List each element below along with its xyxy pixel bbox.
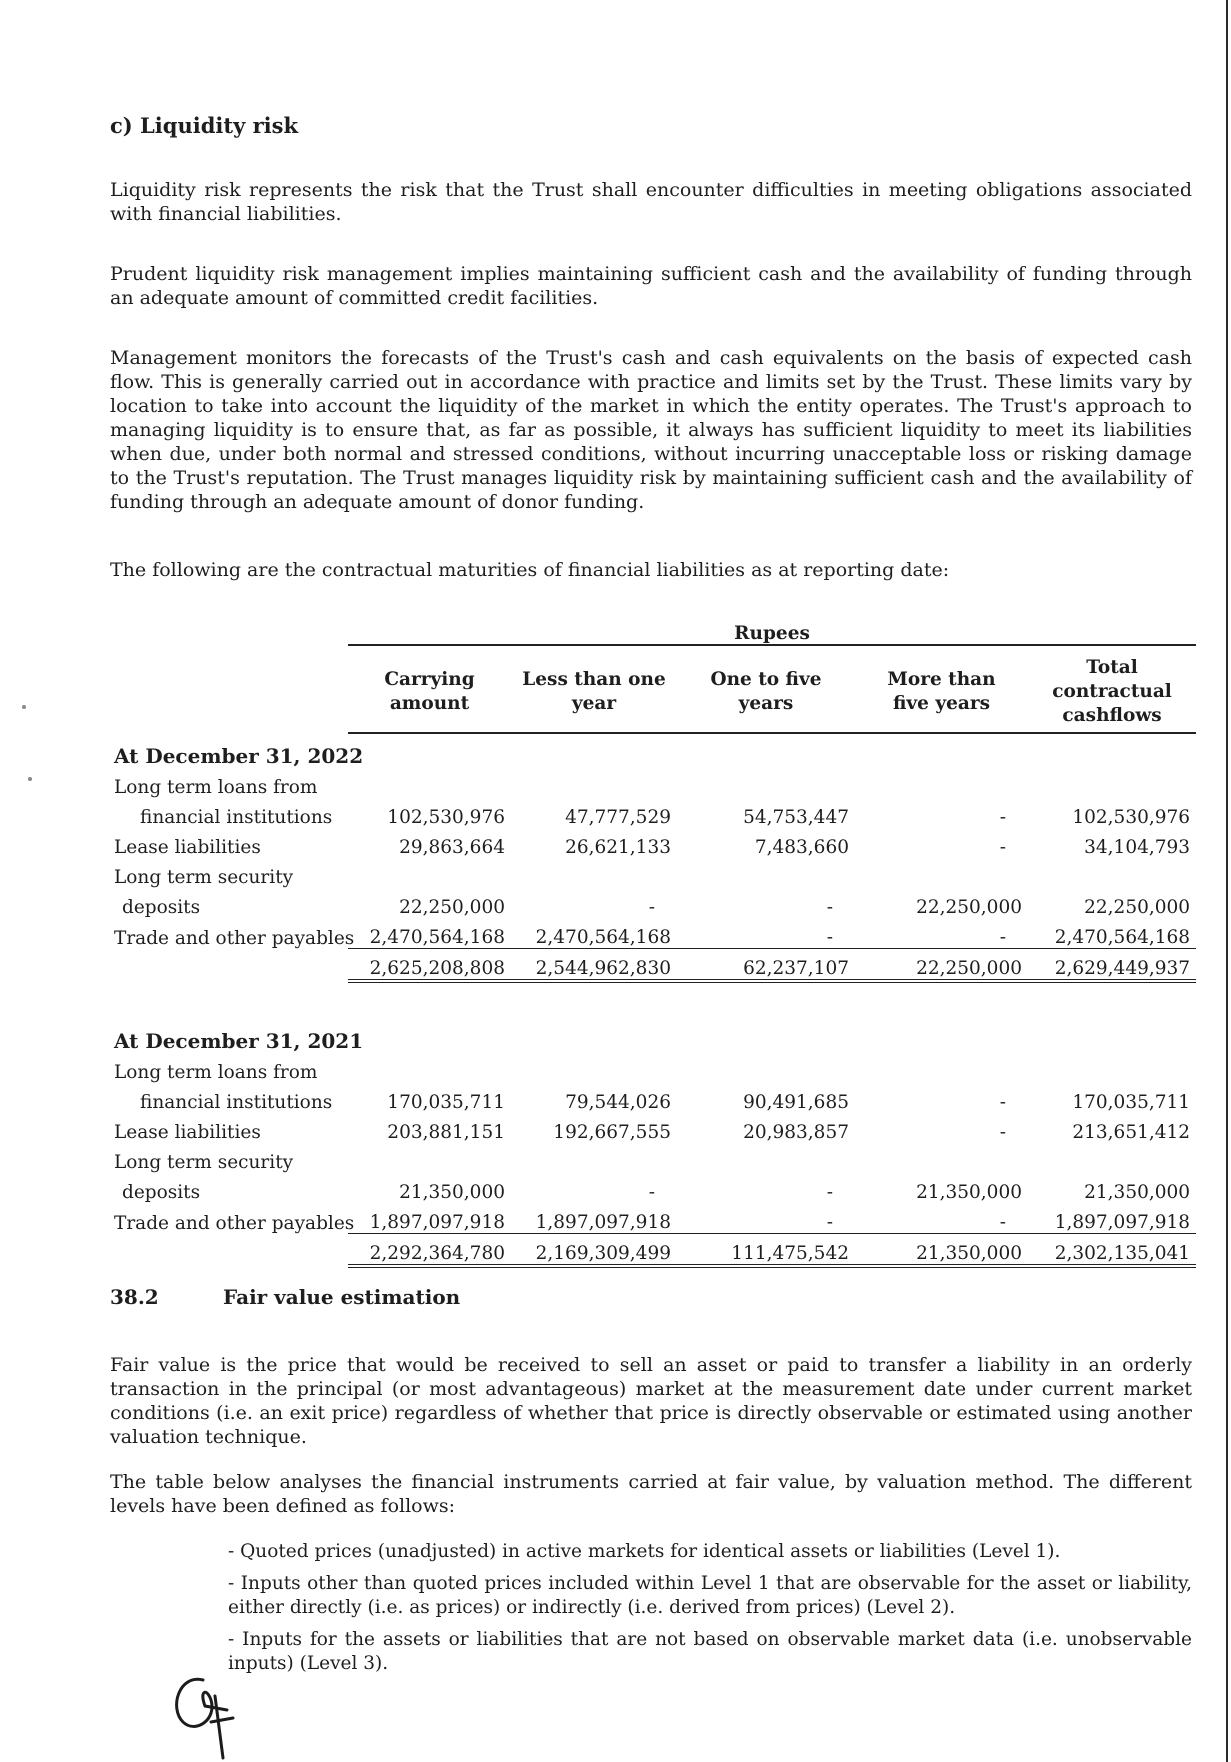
total-cell: 2,625,208,808 (348, 949, 511, 982)
scan-speck (28, 777, 32, 781)
row-label: Trade and other payables (114, 1212, 355, 1234)
table-cell: 1,897,097,918 (348, 1203, 511, 1234)
row-label: deposits (122, 897, 201, 918)
table-cell: 22,250,000 (399, 897, 505, 918)
table-cell: 2,470,564,168 (348, 918, 511, 949)
table-cell: 22,250,000 (916, 897, 1022, 918)
table-cell: - (999, 837, 1006, 858)
table-row (108, 1053, 1196, 1083)
table-cell: - (999, 807, 1006, 828)
total-cell: 2,169,309,499 (511, 1234, 677, 1267)
period-heading: At December 31, 2022 (114, 744, 364, 768)
scan-speck (22, 705, 26, 709)
total-cell: 21,350,000 (855, 1234, 1028, 1267)
paragraph-maturities-intro: The following are the contractual maturities of financial liabilities as at reporting date: (110, 559, 950, 581)
total-cell: 2,302,135,041 (1028, 1234, 1196, 1267)
total-row (108, 949, 1196, 982)
row-label: Lease liabilities (114, 837, 261, 858)
paragraph-liquidity-definition: Liquidity risk represents the risk that the Trust shall encounter difficulties in meeting obligations associated with financial liabilities. (110, 179, 1192, 225)
table-cell: 22,250,000 (1084, 897, 1191, 918)
table-cell: 34,104,793 (1084, 837, 1191, 858)
row-label: financial institutions (140, 807, 333, 828)
period-heading-row (108, 1019, 1196, 1053)
table-cell: 2,470,564,168 (511, 918, 677, 949)
table-cell: - (826, 1182, 833, 1203)
table-cell: 29,863,664 (399, 837, 505, 858)
table-cell: 170,035,711 (387, 1092, 505, 1113)
table-cell: 1,897,097,918 (1028, 1203, 1196, 1234)
table-cell: - (855, 1203, 1028, 1234)
total-cell: 2,544,962,830 (511, 949, 677, 982)
table-row (108, 798, 1196, 828)
period-heading: At December 31, 2021 (114, 1029, 364, 1053)
table-cell: 21,350,000 (916, 1182, 1022, 1203)
table-row (108, 1083, 1196, 1113)
table-row (108, 828, 1196, 858)
table-cell: - (999, 1092, 1006, 1113)
table-cell: - (677, 918, 855, 949)
column-header-carrying-amount: Carrying amount (348, 645, 511, 733)
total-cell: 62,237,107 (677, 949, 855, 982)
empty-cell (108, 645, 348, 733)
table-cell: 203,881,151 (387, 1122, 505, 1143)
row-label: Lease liabilities (114, 1122, 261, 1143)
table-cell: 20,983,857 (743, 1122, 849, 1143)
table-row (108, 1203, 1196, 1234)
subsection-title: Fair value estimation (223, 1285, 461, 1309)
currency-label: Rupees (348, 614, 1196, 645)
row-label: Long term loans from (114, 777, 318, 798)
table-row (108, 918, 1196, 949)
table-cell: - (648, 897, 655, 918)
table-cell: - (999, 1122, 1006, 1143)
subsection-number: 38.2 (110, 1285, 159, 1309)
total-cell: 2,292,364,780 (348, 1234, 511, 1267)
fair-value-levels-list (228, 1540, 1192, 1684)
table-cell: 7,483,660 (754, 837, 849, 858)
total-row (108, 1234, 1196, 1267)
paragraph-management-monitors: Management monitors the forecasts of the Trust's cash and cash equivalents on the basis of expected cash flow. This is generally carried out in accordance with practice and limits set by the Trust. These limits vary by location to take into account the liquidity of the market in which the entity operates. The Trust's approach to managing liquidity is to ensure that, as far as possible, it always has sufficient liquidity to meet its liabilities when due, under both normal and stressed conditions, without incurring unacceptable loss or risking damage to the Trust's reputation. The Trust manages liquidity risk by maintaining sufficient cash and the availability of funding through an adequate amount of donor funding. (110, 347, 1192, 513)
table-cell: - (826, 897, 833, 918)
row-label: Trade and other payables (114, 927, 355, 949)
paragraph-levels-intro: The table below analyses the financial instruments carried at fair value, by valuation method. The different levels have been defined as follows: (110, 1471, 1192, 1517)
column-header-more-than-five-years: More than five years (855, 645, 1028, 733)
row-label: Long term security (114, 1152, 294, 1173)
scan-edge-line (1226, 0, 1228, 1762)
table-cell: 102,530,976 (387, 807, 505, 828)
table-cell: - (648, 1182, 655, 1203)
table-cell: 21,350,000 (399, 1182, 505, 1203)
table-cell: - (855, 918, 1028, 949)
column-header-total-contractual-cashflows: Total contractual cashflows (1028, 645, 1196, 733)
table-cell: 1,897,097,918 (511, 1203, 677, 1234)
paragraph-fair-value-definition: Fair value is the price that would be received to sell an asset or paid to transfer a liability in an orderly transaction in the principal (or most advantageous) market at the measurement date under current market conditions (i.e. an exit price) regardless of whether that price is directly observable or estimated using another valuation technique. (110, 1354, 1192, 1448)
table-row (108, 768, 1196, 798)
empty-cell (108, 614, 348, 645)
currency-row (108, 614, 1196, 645)
total-cell: 111,475,542 (677, 1234, 855, 1267)
table-cell: 54,753,447 (743, 807, 849, 828)
maturities-table (108, 614, 1196, 1268)
column-header-one-to-five-years: One to five years (677, 645, 855, 733)
total-cell: 2,629,449,937 (1028, 949, 1196, 982)
table-cell: 102,530,976 (1072, 807, 1191, 828)
table-cell: 26,621,133 (565, 837, 671, 858)
section-heading: c) Liquidity risk (110, 113, 298, 138)
row-label: Long term loans from (114, 1062, 318, 1083)
table-row (108, 858, 1196, 888)
table-cell: 2,470,564,168 (1028, 918, 1196, 949)
row-label: deposits (122, 1182, 201, 1203)
signature-mark (165, 1660, 255, 1760)
table-cell: 192,667,555 (553, 1122, 671, 1143)
table-cell: 79,544,026 (565, 1092, 671, 1113)
table-row (108, 888, 1196, 918)
column-header-row (108, 645, 1196, 733)
table-row (108, 1113, 1196, 1143)
column-header-less-than-one-year: Less than one year (511, 645, 677, 733)
table-cell: - (677, 1203, 855, 1234)
table-row (108, 1173, 1196, 1203)
table-cell: 21,350,000 (1084, 1182, 1191, 1203)
paragraph-prudent-management: Prudent liquidity risk management implies maintaining sufficient cash and the availability of funding through an adequate amount of committed credit facilities. (110, 263, 1192, 309)
table-cell: 213,651,412 (1072, 1122, 1191, 1143)
period-heading-row (108, 733, 1196, 768)
total-cell: 22,250,000 (855, 949, 1028, 982)
row-label: Long term security (114, 867, 294, 888)
table-cell: 170,035,711 (1072, 1092, 1191, 1113)
list-item: - Inputs for the assets or liabilities that are not based on observable market data (i.e. unobservable inputs) (Level 3). (228, 1629, 1192, 1674)
table-cell: 47,777,529 (565, 807, 671, 828)
table-cell: 90,491,685 (743, 1092, 849, 1113)
table-row (108, 1143, 1196, 1173)
list-item: - Quoted prices (unadjusted) in active markets for identical assets or liabilities (Level 1). (228, 1541, 1061, 1562)
row-label: financial institutions (140, 1092, 333, 1113)
list-item: - Inputs other than quoted prices included within Level 1 that are observable for the asset or liability, either directly (i.e. as prices) or indirectly (i.e. derived from prices) (Level 2). (228, 1573, 1192, 1618)
